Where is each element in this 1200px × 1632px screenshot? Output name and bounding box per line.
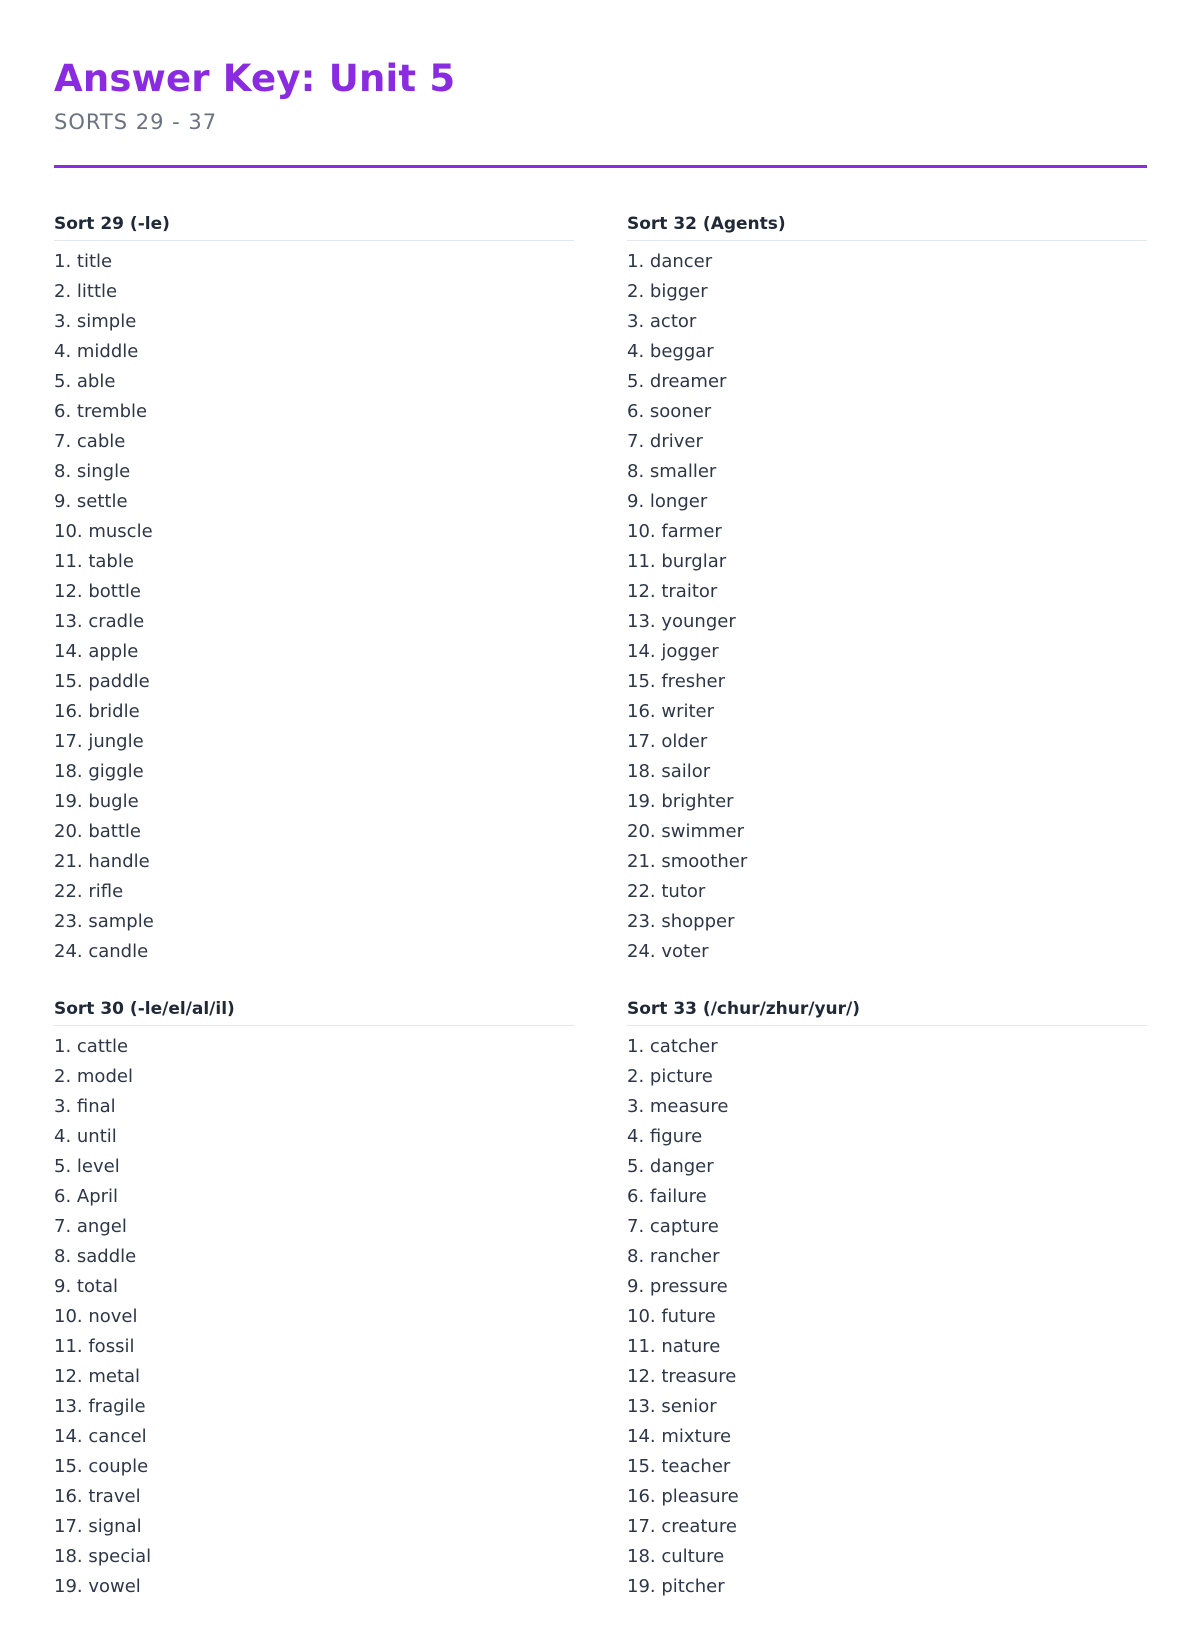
list-item: 6. April — [54, 1186, 119, 1207]
list-item: 9. pressure — [627, 1276, 728, 1297]
list-item: 10. farmer — [627, 521, 722, 542]
list-item: 20. battle — [54, 821, 141, 842]
word-list — [54, 241, 574, 967]
list-item: 16. travel — [54, 1486, 141, 1507]
sort-heading: Sort 30 (-le/el/al/il) — [54, 997, 574, 1026]
list-item: 7. cable — [54, 431, 126, 452]
page-subtitle: SORTS 29 - 37 — [54, 110, 218, 134]
list-item: 10. novel — [54, 1306, 138, 1327]
list-item: 16. bridle — [54, 701, 140, 722]
list-item: 14. mixture — [627, 1426, 732, 1447]
list-item: 15. couple — [54, 1456, 149, 1477]
list-item: 22. rifle — [54, 881, 124, 902]
list-item: 14. jogger — [627, 641, 719, 662]
list-item: 3. actor — [627, 311, 697, 332]
list-item: 3. measure — [627, 1096, 729, 1117]
list-item: 24. voter — [627, 941, 709, 962]
sort-section — [627, 212, 1147, 967]
list-item: 5. level — [54, 1156, 120, 1177]
list-item: 7. capture — [627, 1216, 719, 1237]
list-item: 3. final — [54, 1096, 116, 1117]
sort-columns — [54, 212, 1147, 1632]
list-item: 11. fossil — [54, 1336, 135, 1357]
list-item: 9. total — [54, 1276, 119, 1297]
list-item: 4. beggar — [627, 341, 714, 362]
list-item: 17. signal — [54, 1516, 142, 1537]
list-item: 15. fresher — [627, 671, 726, 692]
list-item: 23. sample — [54, 911, 154, 932]
list-item: 4. until — [54, 1126, 117, 1147]
sort-heading: Sort 33 (/chur/zhur/yur/) — [627, 997, 1147, 1026]
list-item: 18. sailor — [627, 761, 711, 782]
list-item: 14. cancel — [54, 1426, 147, 1447]
list-item: 9. settle — [54, 491, 128, 512]
list-item: 11. burglar — [627, 551, 727, 572]
list-item: 6. failure — [627, 1186, 707, 1207]
list-item: 1. cattle — [54, 1036, 129, 1057]
list-item: 16. pleasure — [627, 1486, 739, 1507]
sort-section — [54, 997, 574, 1602]
list-item: 15. teacher — [627, 1456, 731, 1477]
list-item: 17. jungle — [54, 731, 144, 752]
list-item: 13. fragile — [54, 1396, 146, 1417]
list-item: 6. sooner — [627, 401, 712, 422]
list-item: 17. older — [627, 731, 708, 752]
word-list — [54, 1026, 574, 1602]
list-item: 21. smoother — [627, 851, 748, 872]
list-item: 8. rancher — [627, 1246, 720, 1267]
list-item: 24. candle — [54, 941, 149, 962]
list-item: 21. handle — [54, 851, 150, 872]
list-item: 13. cradle — [54, 611, 145, 632]
list-item: 5. dreamer — [627, 371, 727, 392]
list-item: 10. muscle — [54, 521, 153, 542]
list-item: 11. table — [54, 551, 134, 572]
list-item: 1. title — [54, 251, 113, 272]
list-item: 18. culture — [627, 1546, 725, 1567]
page-title: Answer Key: Unit 5 — [54, 57, 456, 100]
list-item: 1. catcher — [627, 1036, 718, 1057]
list-item: 19. pitcher — [627, 1576, 725, 1597]
list-item: 12. traitor — [627, 581, 718, 602]
list-item: 8. saddle — [54, 1246, 137, 1267]
list-item: 7. angel — [54, 1216, 127, 1237]
list-item: 12. bottle — [54, 581, 141, 602]
list-item: 17. creature — [627, 1516, 737, 1537]
list-item: 4. figure — [627, 1126, 703, 1147]
list-item: 6. tremble — [54, 401, 148, 422]
list-item: 18. special — [54, 1546, 152, 1567]
list-item: 19. brighter — [627, 791, 734, 812]
list-item: 22. tutor — [627, 881, 706, 902]
list-item: 14. apple — [54, 641, 139, 662]
list-item: 20. swimmer — [627, 821, 744, 842]
list-item: 13. younger — [627, 611, 736, 632]
list-item: 19. bugle — [54, 791, 139, 812]
sort-heading: Sort 29 (-le) — [54, 212, 574, 241]
list-item: 2. bigger — [627, 281, 708, 302]
sort-heading: Sort 32 (Agents) — [627, 212, 1147, 241]
list-item: 9. longer — [627, 491, 708, 512]
list-item: 7. driver — [627, 431, 703, 452]
list-item: 8. single — [54, 461, 131, 482]
list-item: 12. metal — [54, 1366, 141, 1387]
sort-section — [627, 997, 1147, 1602]
list-item: 13. senior — [627, 1396, 717, 1417]
list-item: 10. future — [627, 1306, 716, 1327]
sort-section — [54, 212, 574, 967]
list-item: 4. middle — [54, 341, 139, 362]
list-item: 2. model — [54, 1066, 133, 1087]
list-item: 2. little — [54, 281, 118, 302]
list-item: 19. vowel — [54, 1576, 141, 1597]
list-item: 2. picture — [627, 1066, 713, 1087]
title-divider — [54, 165, 1147, 168]
list-item: 23. shopper — [627, 911, 735, 932]
word-list — [627, 1026, 1147, 1602]
list-item: 18. giggle — [54, 761, 144, 782]
list-item: 15. paddle — [54, 671, 150, 692]
list-item: 5. danger — [627, 1156, 714, 1177]
list-item: 1. dancer — [627, 251, 713, 272]
left-column — [54, 212, 574, 1632]
list-item: 3. simple — [54, 311, 137, 332]
right-column — [627, 212, 1147, 1632]
list-item: 16. writer — [627, 701, 715, 722]
list-item: 8. smaller — [627, 461, 717, 482]
list-item: 5. able — [54, 371, 116, 392]
word-list — [627, 241, 1147, 967]
list-item: 12. treasure — [627, 1366, 737, 1387]
list-item: 11. nature — [627, 1336, 721, 1357]
